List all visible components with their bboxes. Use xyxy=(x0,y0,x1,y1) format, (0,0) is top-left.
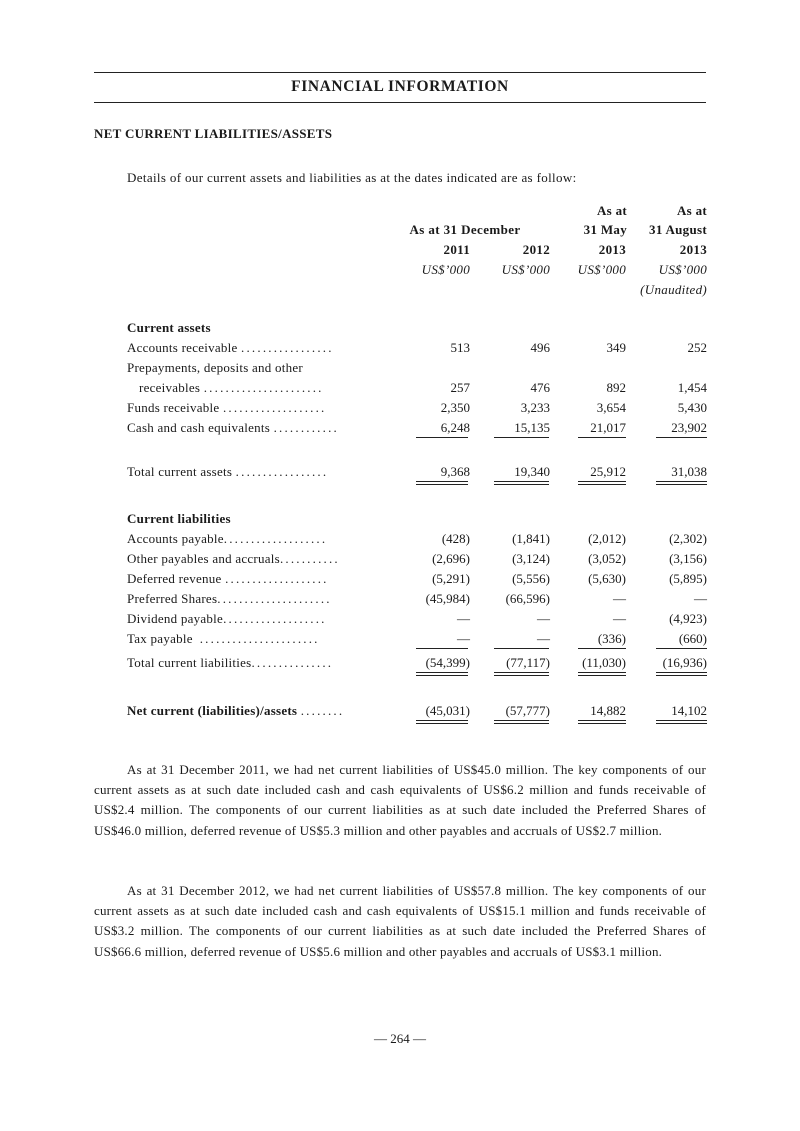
row-label: Tax payable ...................... xyxy=(127,631,320,646)
col3-header-unit: US$’000 xyxy=(577,262,626,277)
cell-value: — xyxy=(613,611,626,626)
cell-value: (336) xyxy=(597,631,626,646)
row-label: Deferred revenue ................... xyxy=(127,571,329,586)
cell-value: (2,302) xyxy=(669,531,707,546)
cell-value: 5,430 xyxy=(677,400,707,415)
cell-value: (3,156) xyxy=(669,551,707,566)
row-label: Preferred Shares..................... xyxy=(127,591,332,606)
cell-value: 23,902 xyxy=(671,420,707,435)
row-label: Accounts receivable ................. xyxy=(127,340,334,355)
row-label: Funds receivable ................... xyxy=(127,400,327,415)
net-double-rule xyxy=(656,720,707,724)
section-heading: NET CURRENT LIABILITIES/ASSETS xyxy=(94,126,333,141)
subtotal-rule xyxy=(416,437,468,438)
total-double-rule xyxy=(494,672,549,676)
cell-value: (45,984) xyxy=(425,591,470,606)
col1-header-unit: US$’000 xyxy=(421,262,470,277)
cell-value: 476 xyxy=(530,380,550,395)
row-label: Dividend payable................... xyxy=(127,611,327,626)
cell-value: 349 xyxy=(606,340,626,355)
cell-value: (4,923) xyxy=(669,611,707,626)
cell-value: 19,340 xyxy=(514,464,550,479)
table-row xyxy=(127,591,707,611)
total-double-rule xyxy=(494,481,549,485)
col3-header-top: As at xyxy=(596,203,627,218)
total-double-rule xyxy=(656,672,707,676)
total-double-rule xyxy=(656,481,707,485)
cell-value: — xyxy=(613,591,626,606)
row-label: Other payables and accruals........... xyxy=(127,551,340,566)
col4-header-year: 2013 xyxy=(679,242,707,257)
cell-value: (57,777) xyxy=(505,703,550,718)
cell-value: — xyxy=(457,631,470,646)
cell-value: 9,368 xyxy=(440,464,470,479)
col3-header-mid: 31 May xyxy=(583,222,627,237)
table-row xyxy=(127,360,707,380)
cell-value: — xyxy=(537,631,550,646)
table-row xyxy=(127,400,707,420)
intro-text: Details of our current assets and liabilities as at the dates indicated are as follow: xyxy=(127,170,577,185)
row-label: Prepayments, deposits and other xyxy=(127,360,303,375)
cell-value: (11,030) xyxy=(582,655,626,670)
cell-value: (3,052) xyxy=(588,551,626,566)
cell-value: (5,556) xyxy=(512,571,550,586)
cell-value: 15,135 xyxy=(514,420,550,435)
cell-value: 14,102 xyxy=(671,703,707,718)
cell-value: 21,017 xyxy=(590,420,626,435)
current-liabilities-heading: Current liabilities xyxy=(127,511,231,526)
cell-value: (660) xyxy=(678,631,707,646)
table-row xyxy=(127,380,707,400)
header-top-rule xyxy=(94,72,706,73)
cell-value: (428) xyxy=(441,531,470,546)
subtotal-rule xyxy=(416,648,468,649)
subtotal-rule xyxy=(656,437,707,438)
subtotal-rule xyxy=(494,648,549,649)
cell-value: 513 xyxy=(450,340,470,355)
total-double-rule xyxy=(416,672,468,676)
cell-value: — xyxy=(457,611,470,626)
subtotal-rule xyxy=(578,648,626,649)
table-row xyxy=(127,571,707,591)
subtotal-rule xyxy=(494,437,549,438)
cell-value: 2,350 xyxy=(440,400,470,415)
cell-value: 496 xyxy=(530,340,550,355)
total-double-rule xyxy=(416,481,468,485)
cell-value: (5,630) xyxy=(588,571,626,586)
col2-header-unit: US$’000 xyxy=(501,262,550,277)
row-label: receivables ...................... xyxy=(139,380,324,395)
cell-value: 14,882 xyxy=(590,703,626,718)
current-liabilities-heading-row xyxy=(127,511,707,531)
col1-header-year: 2011 xyxy=(443,242,470,257)
row-label: Total current liabilities............... xyxy=(127,655,334,670)
row-label: Cash and cash equivalents ............ xyxy=(127,420,339,435)
header-bottom-rule xyxy=(94,102,706,103)
cell-value: 25,912 xyxy=(590,464,626,479)
page-number: — 264 — xyxy=(374,1031,426,1046)
cell-value: (3,124) xyxy=(512,551,550,566)
net-double-rule xyxy=(416,720,468,724)
cell-value: (54,399) xyxy=(425,655,470,670)
cell-value: — xyxy=(694,591,707,606)
current-assets-heading-row xyxy=(127,320,707,340)
col4-header-mid: 31 August xyxy=(649,222,707,237)
cell-value: (45,031) xyxy=(425,703,470,718)
cell-value: (16,936) xyxy=(662,655,707,670)
col3-header-year: 2013 xyxy=(598,242,626,257)
cell-value: 3,233 xyxy=(520,400,550,415)
cell-value: (5,291) xyxy=(432,571,470,586)
net-double-rule xyxy=(494,720,549,724)
cell-value: 257 xyxy=(450,380,470,395)
table-row xyxy=(127,611,707,631)
cell-value: (77,117) xyxy=(506,655,550,670)
cell-value: (1,841) xyxy=(512,531,550,546)
cell-value: (5,895) xyxy=(669,571,707,586)
current-assets-heading: Current assets xyxy=(127,320,211,335)
cell-value: 892 xyxy=(606,380,626,395)
subtotal-rule xyxy=(578,437,626,438)
cell-value: 3,654 xyxy=(596,400,626,415)
row-label: Net current (liabilities)/assets ........ xyxy=(127,703,345,718)
col4-header-note: (Unaudited) xyxy=(640,282,707,297)
cell-value: — xyxy=(537,611,550,626)
paragraph-2011: As at 31 December 2011, we had net current liabilities of US$45.0 million. The key components of our current assets as at such date included cash and cash equivalents of US$6.2 million and funds receivable of US$2.4 million. The components of our current liabilities as at such date included the Preferred Shares of US$46.0 million, deferred revenue of US$5.3 million and other payables and accruals of US$2.7 million. xyxy=(94,762,706,838)
subtotal-rule xyxy=(656,648,707,649)
row-label: Accounts payable................... xyxy=(127,531,328,546)
cell-value: (2,012) xyxy=(588,531,626,546)
net-double-rule xyxy=(578,720,626,724)
col4-header-unit: US$’000 xyxy=(658,262,707,277)
paragraph-2012: As at 31 December 2012, we had net current liabilities of US$57.8 million. The key components of our current assets as at such date included cash and cash equivalents of US$15.1 million and funds receivable of US$3.2 million. The components of our current liabilities as at such date included the Preferred Shares of US$66.6 million, deferred revenue of US$5.6 million and other payables and accruals of US$3.1 million. xyxy=(94,883,706,959)
cell-value: (2,696) xyxy=(432,551,470,566)
cell-value: 31,038 xyxy=(671,464,707,479)
col2-header-year: 2012 xyxy=(522,242,550,257)
table-row xyxy=(127,340,707,360)
page-header-title: FINANCIAL INFORMATION xyxy=(291,78,509,95)
total-double-rule xyxy=(578,672,626,676)
table-row xyxy=(127,551,707,571)
group-header-31-december: As at 31 December xyxy=(409,222,521,237)
table-row xyxy=(127,531,707,551)
cell-value: 1,454 xyxy=(677,380,707,395)
total-double-rule xyxy=(578,481,626,485)
col4-header-top: As at xyxy=(676,203,707,218)
cell-value: (66,596) xyxy=(505,591,550,606)
cell-value: 6,248 xyxy=(440,420,470,435)
cell-value: 252 xyxy=(687,340,707,355)
row-label: Total current assets ................. xyxy=(127,464,329,479)
